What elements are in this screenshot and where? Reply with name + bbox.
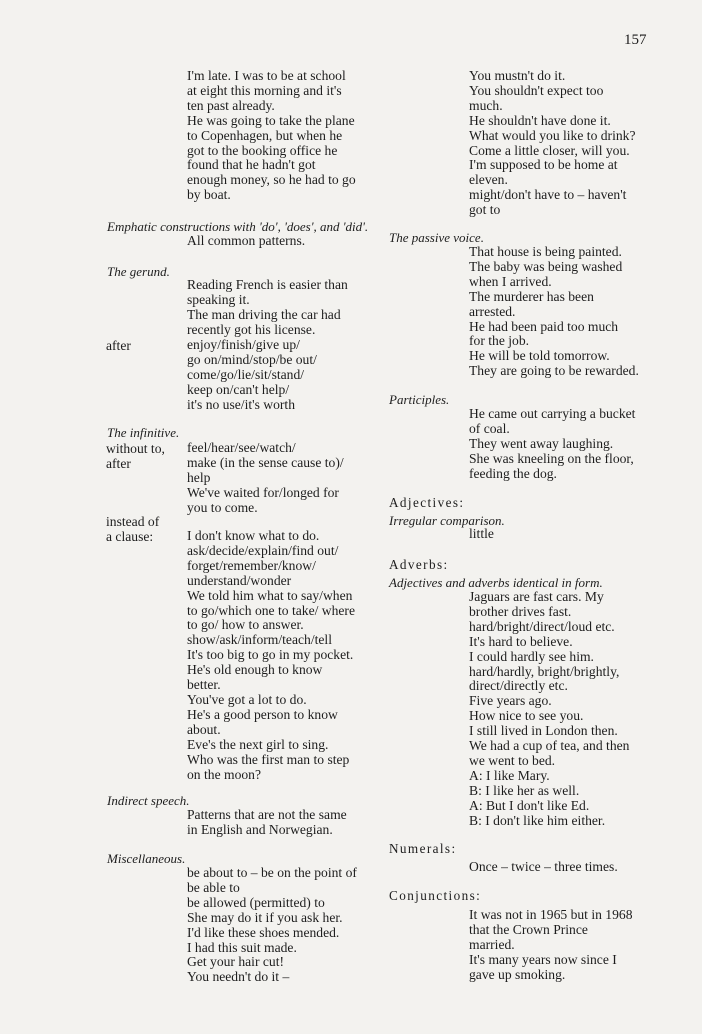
text-line: feel/hear/see/watch/ (187, 440, 296, 455)
text-line: little (469, 526, 494, 541)
text-line: be able to (187, 879, 240, 895)
text-line: It was not in 1965 but in 1968 (469, 907, 633, 922)
text-line: speaking it. (187, 291, 250, 307)
misc-heading: Miscellaneous. (107, 851, 186, 866)
gerund-after-lines (187, 338, 317, 413)
text-line: I had this suit made. (187, 939, 297, 955)
adverbs-lines (469, 590, 629, 829)
text-line: arrested. (469, 303, 516, 319)
text-line: Eve's the next girl to sing. (187, 736, 329, 752)
right-top-block (469, 69, 636, 218)
irregular-lines (469, 527, 494, 542)
text-line: She was kneeling on the floor, (469, 450, 634, 466)
infinitive-heading: The infinitive. (107, 425, 180, 440)
text-line: Five years ago. (469, 693, 552, 709)
infinitive-label-without-to: without to, (106, 441, 165, 456)
text-line: keep on/can't help/ (187, 381, 290, 397)
text-line: All common patterns. (187, 233, 306, 248)
text-line: She may do it if you ask her. (187, 909, 343, 925)
text-line: eleven. (469, 172, 508, 188)
adjectives-heading: Adjectives: (389, 495, 465, 510)
participles-heading: Participles. (389, 392, 450, 407)
conjunctions-heading: Conjunctions: (389, 888, 482, 903)
text-line: got to (469, 202, 501, 218)
left-top-block (187, 69, 356, 203)
text-line: we went to bed. (469, 752, 556, 768)
adverbs-subheading: Adjectives and adverbs identical in form. (389, 575, 603, 590)
text-line: understand/wonder (187, 572, 292, 588)
text-line: B: I like her as well. (469, 782, 580, 798)
text-line: B: I don't like him either. (469, 812, 606, 828)
text-line: Get your hair cut! (187, 954, 285, 970)
numerals-heading: Numerals: (389, 841, 457, 856)
text-line: at eight this morning and it's (187, 82, 342, 98)
gerund-after-label: after (106, 338, 131, 353)
text-line: to Copenhagen, but when he (187, 127, 343, 143)
text-line: on the moon? (187, 766, 261, 782)
text-line: by boat. (187, 187, 231, 203)
text-line: The man driving the car had (187, 306, 341, 322)
text-line: it's no use/it's worth (187, 396, 295, 412)
text-line: ten past already. (187, 97, 275, 113)
infinitive-label-after: after (106, 456, 131, 471)
text-line: I'm late. I was to be at school (187, 68, 346, 83)
text-line: He shouldn't have done it. (469, 112, 611, 128)
text-line: He's a good person to know (187, 706, 338, 722)
text-line: of coal. (469, 420, 510, 436)
text-line: We've waited for/longed for (187, 484, 339, 500)
text-line: feeding the dog. (469, 465, 557, 481)
text-line: in English and Norwegian. (187, 821, 333, 837)
infinitive-lines (187, 441, 344, 516)
conjunctions-lines (469, 908, 633, 983)
emphatic-heading: Emphatic constructions with 'do', 'does', and 'did'. (107, 219, 369, 234)
irregular-heading: Irregular comparison. (389, 513, 505, 528)
text-line: be allowed (permitted) to (187, 894, 325, 910)
text-line: A: But I don't like Ed. (469, 797, 590, 813)
text-line: recently got his license. (187, 321, 316, 337)
participles-lines (469, 407, 635, 482)
text-line: show/ask/inform/teach/tell (187, 632, 332, 648)
text-line: We told him what to say/when (187, 587, 353, 603)
text-line: hard/bright/direct/loud etc. (469, 618, 615, 634)
text-line: Patterns that are not the same (187, 807, 347, 822)
text-line: enough money, so he had to go (187, 172, 356, 188)
text-line: It's too big to go in my pocket. (187, 647, 354, 663)
text-line: better. (187, 677, 221, 693)
text-line: you to come. (187, 499, 258, 515)
text-line: He had been paid too much (469, 318, 619, 334)
text-line: to go/ how to answer. (187, 617, 304, 633)
gerund-lines (187, 278, 348, 338)
adverbs-heading: Adverbs: (389, 557, 449, 572)
gerund-heading: The gerund. (107, 264, 170, 279)
text-line: I could hardly see him. (469, 648, 594, 664)
text-line: He's old enough to know (187, 662, 323, 678)
text-line: ask/decide/explain/find out/ (187, 542, 339, 558)
text-line: How nice to see you. (469, 708, 584, 724)
text-line: much. (469, 97, 503, 113)
text-line: make (in the sense cause to)/ (187, 454, 344, 470)
text-line: for the job. (469, 333, 530, 349)
text-line: You've got a lot to do. (187, 691, 307, 707)
text-line: brother drives fast. (469, 603, 572, 619)
text-line: found that he hadn't got (187, 157, 316, 173)
text-line: that the Crown Prince (469, 921, 588, 937)
text-line: It's many years now since I (469, 951, 617, 967)
text-line: hard/hardly, bright/brightly, (469, 663, 620, 679)
text-line: be about to – be on the point of (187, 865, 357, 880)
text-line: A: I like Mary. (469, 767, 550, 783)
text-line: He was going to take the plane (187, 112, 355, 128)
text-line: They are going to be rewarded. (469, 363, 639, 379)
text-line: The murderer has been (469, 288, 594, 304)
text-line: He came out carrying a bucket (469, 406, 636, 421)
text-line: It's hard to believe. (469, 633, 573, 649)
text-line: when I arrived. (469, 273, 552, 289)
text-line: The baby was being washed (469, 258, 623, 274)
text-line: help (187, 469, 211, 485)
text-line: got to the booking office he (187, 142, 338, 158)
instead-label-1: instead of (106, 514, 160, 529)
instead-lines (187, 529, 355, 782)
text-line: I don't know what to do. (187, 528, 320, 543)
text-line: Once – twice – three times. (469, 859, 618, 874)
text-line: You mustn't do it. (469, 68, 566, 83)
text-line: to go/which one to take/ where (187, 602, 355, 618)
passive-heading: The passive voice. (389, 230, 484, 245)
text-line: gave up smoking. (469, 966, 566, 982)
text-line: What would you like to drink? (469, 127, 636, 143)
text-line: forget/remember/know/ (187, 557, 316, 573)
text-line: That house is being painted. (469, 244, 622, 259)
indirect-lines (187, 808, 347, 838)
text-line: They went away laughing. (469, 435, 614, 451)
page-number: 157 (624, 32, 647, 48)
text-line: I still lived in London then. (469, 723, 618, 739)
text-line: about. (187, 721, 221, 737)
text-line: You shouldn't expect too (469, 82, 604, 98)
text-line: I'm supposed to be home at (469, 157, 618, 173)
text-line: go on/mind/stop/be out/ (187, 351, 317, 367)
text-line: direct/directly etc. (469, 678, 568, 694)
passive-lines (469, 245, 639, 379)
text-line: He will be told tomorrow. (469, 348, 610, 364)
text-line: might/don't have to – haven't (469, 187, 627, 203)
text-line: come/go/lie/sit/stand/ (187, 366, 305, 382)
numerals-lines (469, 860, 618, 875)
indirect-heading: Indirect speech. (107, 793, 190, 808)
emphatic-lines (187, 234, 305, 249)
misc-lines (187, 866, 357, 985)
text-line: married. (469, 936, 515, 952)
text-line: Who was the first man to step (187, 751, 350, 767)
text-line: I'd like these shoes mended. (187, 924, 340, 940)
text-line: Come a little closer, will you. (469, 142, 630, 158)
text-line: You needn't do it – (187, 969, 290, 985)
instead-label-2: a clause: (106, 529, 154, 544)
text-line: Jaguars are fast cars. My (469, 589, 604, 604)
text-line: We had a cup of tea, and then (469, 738, 630, 754)
text-line: Reading French is easier than (187, 277, 348, 292)
text-line: enjoy/finish/give up/ (187, 337, 300, 352)
